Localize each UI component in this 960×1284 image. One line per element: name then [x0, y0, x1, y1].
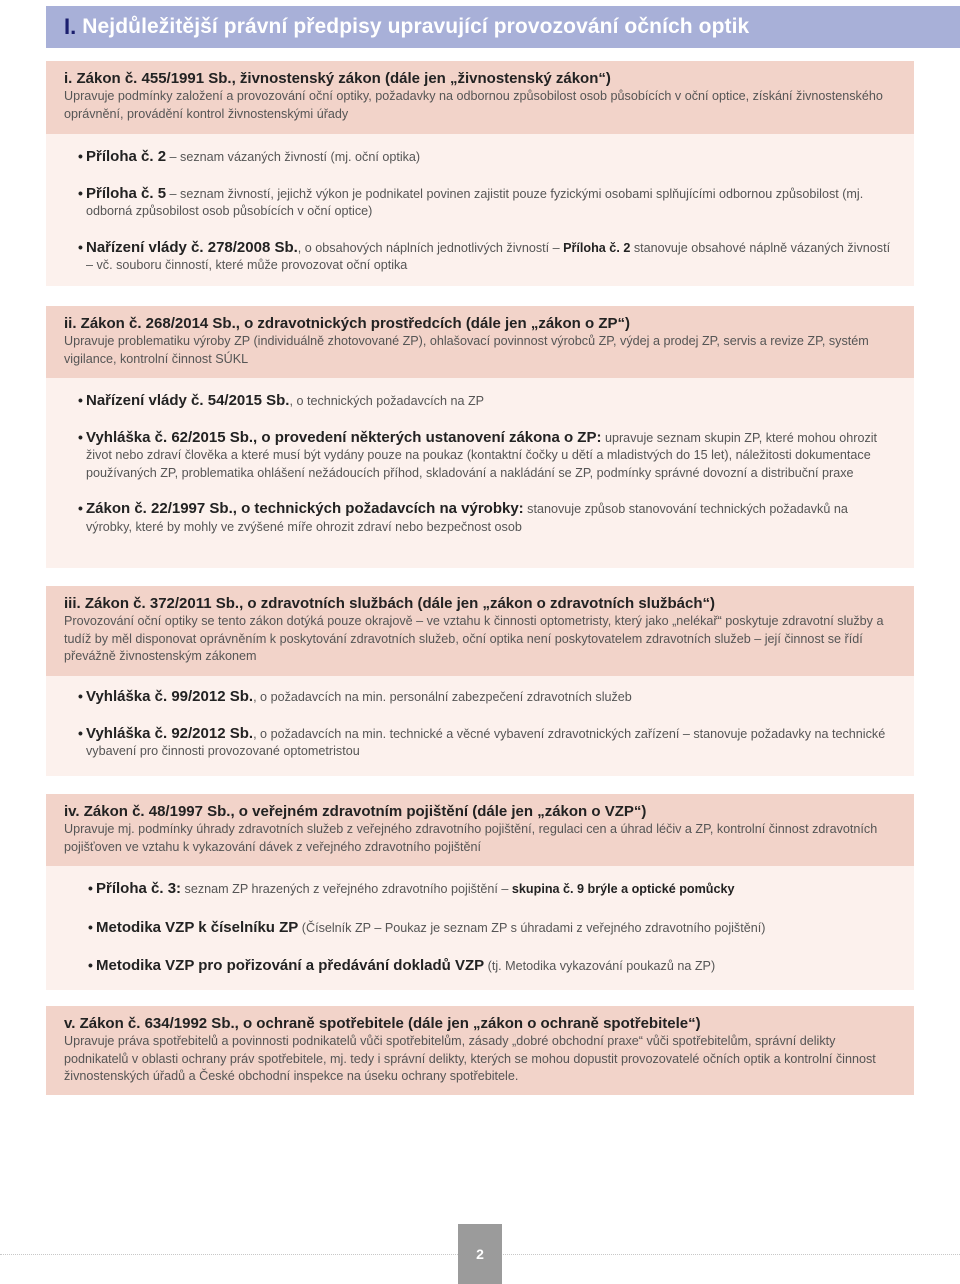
section-description: Provozování oční optiky se tento zákon dotýká pouze okrajově – ve vztahu k činnosti optometristy, který jako „nelékař“ poskytuje zdravotní služby a tudíž by měl disponovat oprávněním k poskytování zdravotních služeb, oční optika není poskytovatelem zdravotních služeb – její činnost se řídí převážně živnostenským zákonem	[64, 614, 884, 663]
section-2	[46, 306, 914, 568]
section-header	[46, 586, 914, 676]
section-4	[46, 794, 914, 990]
bullet-icon: •	[88, 957, 93, 973]
list-item: • Zákon č. 22/1997 Sb., o technických požadavcích na výrobky: stanovuje způsob stanovování technických požadavků na výrobky, které by mohly ve zvýšené míře ohrozit zdraví nebo bezpečnost osob	[78, 500, 848, 534]
section-heading: v. Zákon č. 634/1992 Sb., o ochraně spotřebitele (dále jen „zákon o ochraně spotřebitele“)	[64, 1015, 701, 1032]
section-description: Upravuje problematiku výroby ZP (individuálně zhotovované ZP), ohlašovací povinnost výrobců ZP, výdej a prodej ZP, servis a revize ZP, systém vigilance, kontrolní činnost SÚKL	[64, 334, 869, 366]
section-header	[46, 794, 914, 866]
bullet-icon: •	[88, 918, 93, 935]
section-description: Upravuje mj. podmínky úhrady zdravotních služeb z veřejného zdravotního pojištění, regulaci cen a úhrad léčiv a ZP, kontrolní činnost zdravotních pojišťoven ve vztahu k vykazování dávek z veřejného zdravotního pojištění	[64, 822, 878, 854]
section-body	[46, 378, 914, 568]
bullet-icon: •	[78, 688, 83, 704]
bullet-icon: •	[78, 148, 83, 164]
section-1	[46, 61, 914, 286]
section-header	[46, 1006, 914, 1095]
list-item: • Příloha č. 5 – seznam živností, jejichž výkon je podnikatel povinen zajistit pouze fyzickými osobami splňujícími odbornou způsobilost (mj. odborná způsobilost osob působících v oční optice)	[78, 184, 864, 218]
list-item: • Metodika VZP pro pořizování a předávání dokladů VZP (tj. Metodika vykazování poukazů na ZP)	[88, 957, 716, 974]
section-heading: iii. Zákon č. 372/2011 Sb., o zdravotních službách (dále jen „zákon o zdravotních službách“)	[64, 595, 715, 612]
section-heading: i. Zákon č. 455/1991 Sb., živnostenský zákon (dále jen „živnostenský zákon“)	[64, 70, 611, 87]
list-item: • Příloha č. 3: seznam ZP hrazených z veřejného zdravotního pojištění – skupina č. 9 brýle a optické pomůcky	[88, 880, 735, 897]
section-header	[46, 61, 914, 134]
list-item: • Nařízení vlády č. 278/2008 Sb., o obsahových náplních jednotlivých živností – Příloha č. 2 stanovuje obsahové náplně vázaných živností – vč. souboru činností, které může provozovat oční optika	[78, 238, 891, 272]
list-item: • Metodika VZP k číselníku ZP (Číselník ZP – Poukaz je seznam ZP s úhradami z veřejného zdravotního pojištění)	[88, 918, 766, 936]
section-description: Upravuje práva spotřebitelů a povinnosti podnikatelů vůči spotřebitelům, zásady „dobré obchodní praxe“ vůči spotřebitelům, správní delikty podnikatelů v oblasti ochrany práv spotřebitele, mj. tedy i správní delikty, kterých se mohou dopustit provozovatelé očních optik a kontrolní činnost živnostenských úřadů a České obchodní inspekce na úseku ochrany spotřebitele.	[64, 1034, 876, 1083]
section-5	[46, 1006, 914, 1095]
bullet-icon: •	[78, 500, 83, 516]
list-item: • Vyhláška č. 92/2012 Sb., o požadavcích na min. technické a věcné vybavení zdravotnických zařízení – stanovuje požadavky na technické vybavení pro činnosti provozované optometristou	[78, 724, 886, 758]
bullet-icon: •	[88, 880, 93, 896]
chapter-number: I.	[64, 14, 77, 39]
bullet-icon: •	[78, 238, 83, 255]
page-number: 2	[458, 1224, 502, 1284]
list-item: • Vyhláška č. 99/2012 Sb., o požadavcích na min. personální zabezpečení zdravotních služeb	[78, 688, 632, 705]
section-heading: iv. Zákon č. 48/1997 Sb., o veřejném zdravotním pojištění (dále jen „zákon o VZP“)	[64, 803, 647, 820]
section-body	[46, 676, 914, 776]
bullet-icon: •	[78, 392, 83, 408]
section-header	[46, 306, 914, 378]
page-title: Nejdůležitější právní předpisy upravující provozování očních optik	[82, 15, 750, 38]
list-item: • Příloha č. 2 – seznam vázaných živností (mj. oční optika)	[78, 148, 421, 165]
section-description: Upravuje podmínky založení a provozování oční optiky, požadavky na odbornou způsobilost osob působících v oční optice, získání živnostenského oprávnění, provádění kontrol živnostenskými úřady	[64, 89, 883, 121]
list-item: • Vyhláška č. 62/2015 Sb., o provedení některých ustanovení zákona o ZP: upravuje seznam skupin ZP, které mohou ohrozit život nebo zdraví člověka a které musí být vydány pouze na poukaz (kontaktní čočky u dětí a mladistvých do 15 let), náležitosti dokumentace používaných ZP, problematika ohlášení nežádoucích příhod, skladování a nakládání se ZP, podmínky správné dovozní a distribuční praxe	[78, 428, 878, 480]
section-body	[46, 866, 914, 990]
bullet-icon: •	[78, 428, 83, 445]
bullet-icon: •	[78, 184, 83, 201]
bullet-icon: •	[78, 724, 83, 741]
page-title-bar	[46, 6, 960, 48]
section-heading: ii. Zákon č. 268/2014 Sb., o zdravotnických prostředcích (dále jen „zákon o ZP“)	[64, 315, 631, 332]
list-item: • Nařízení vlády č. 54/2015 Sb., o technických požadavcích na ZP	[78, 392, 485, 409]
section-3	[46, 586, 914, 776]
section-body	[46, 134, 914, 286]
